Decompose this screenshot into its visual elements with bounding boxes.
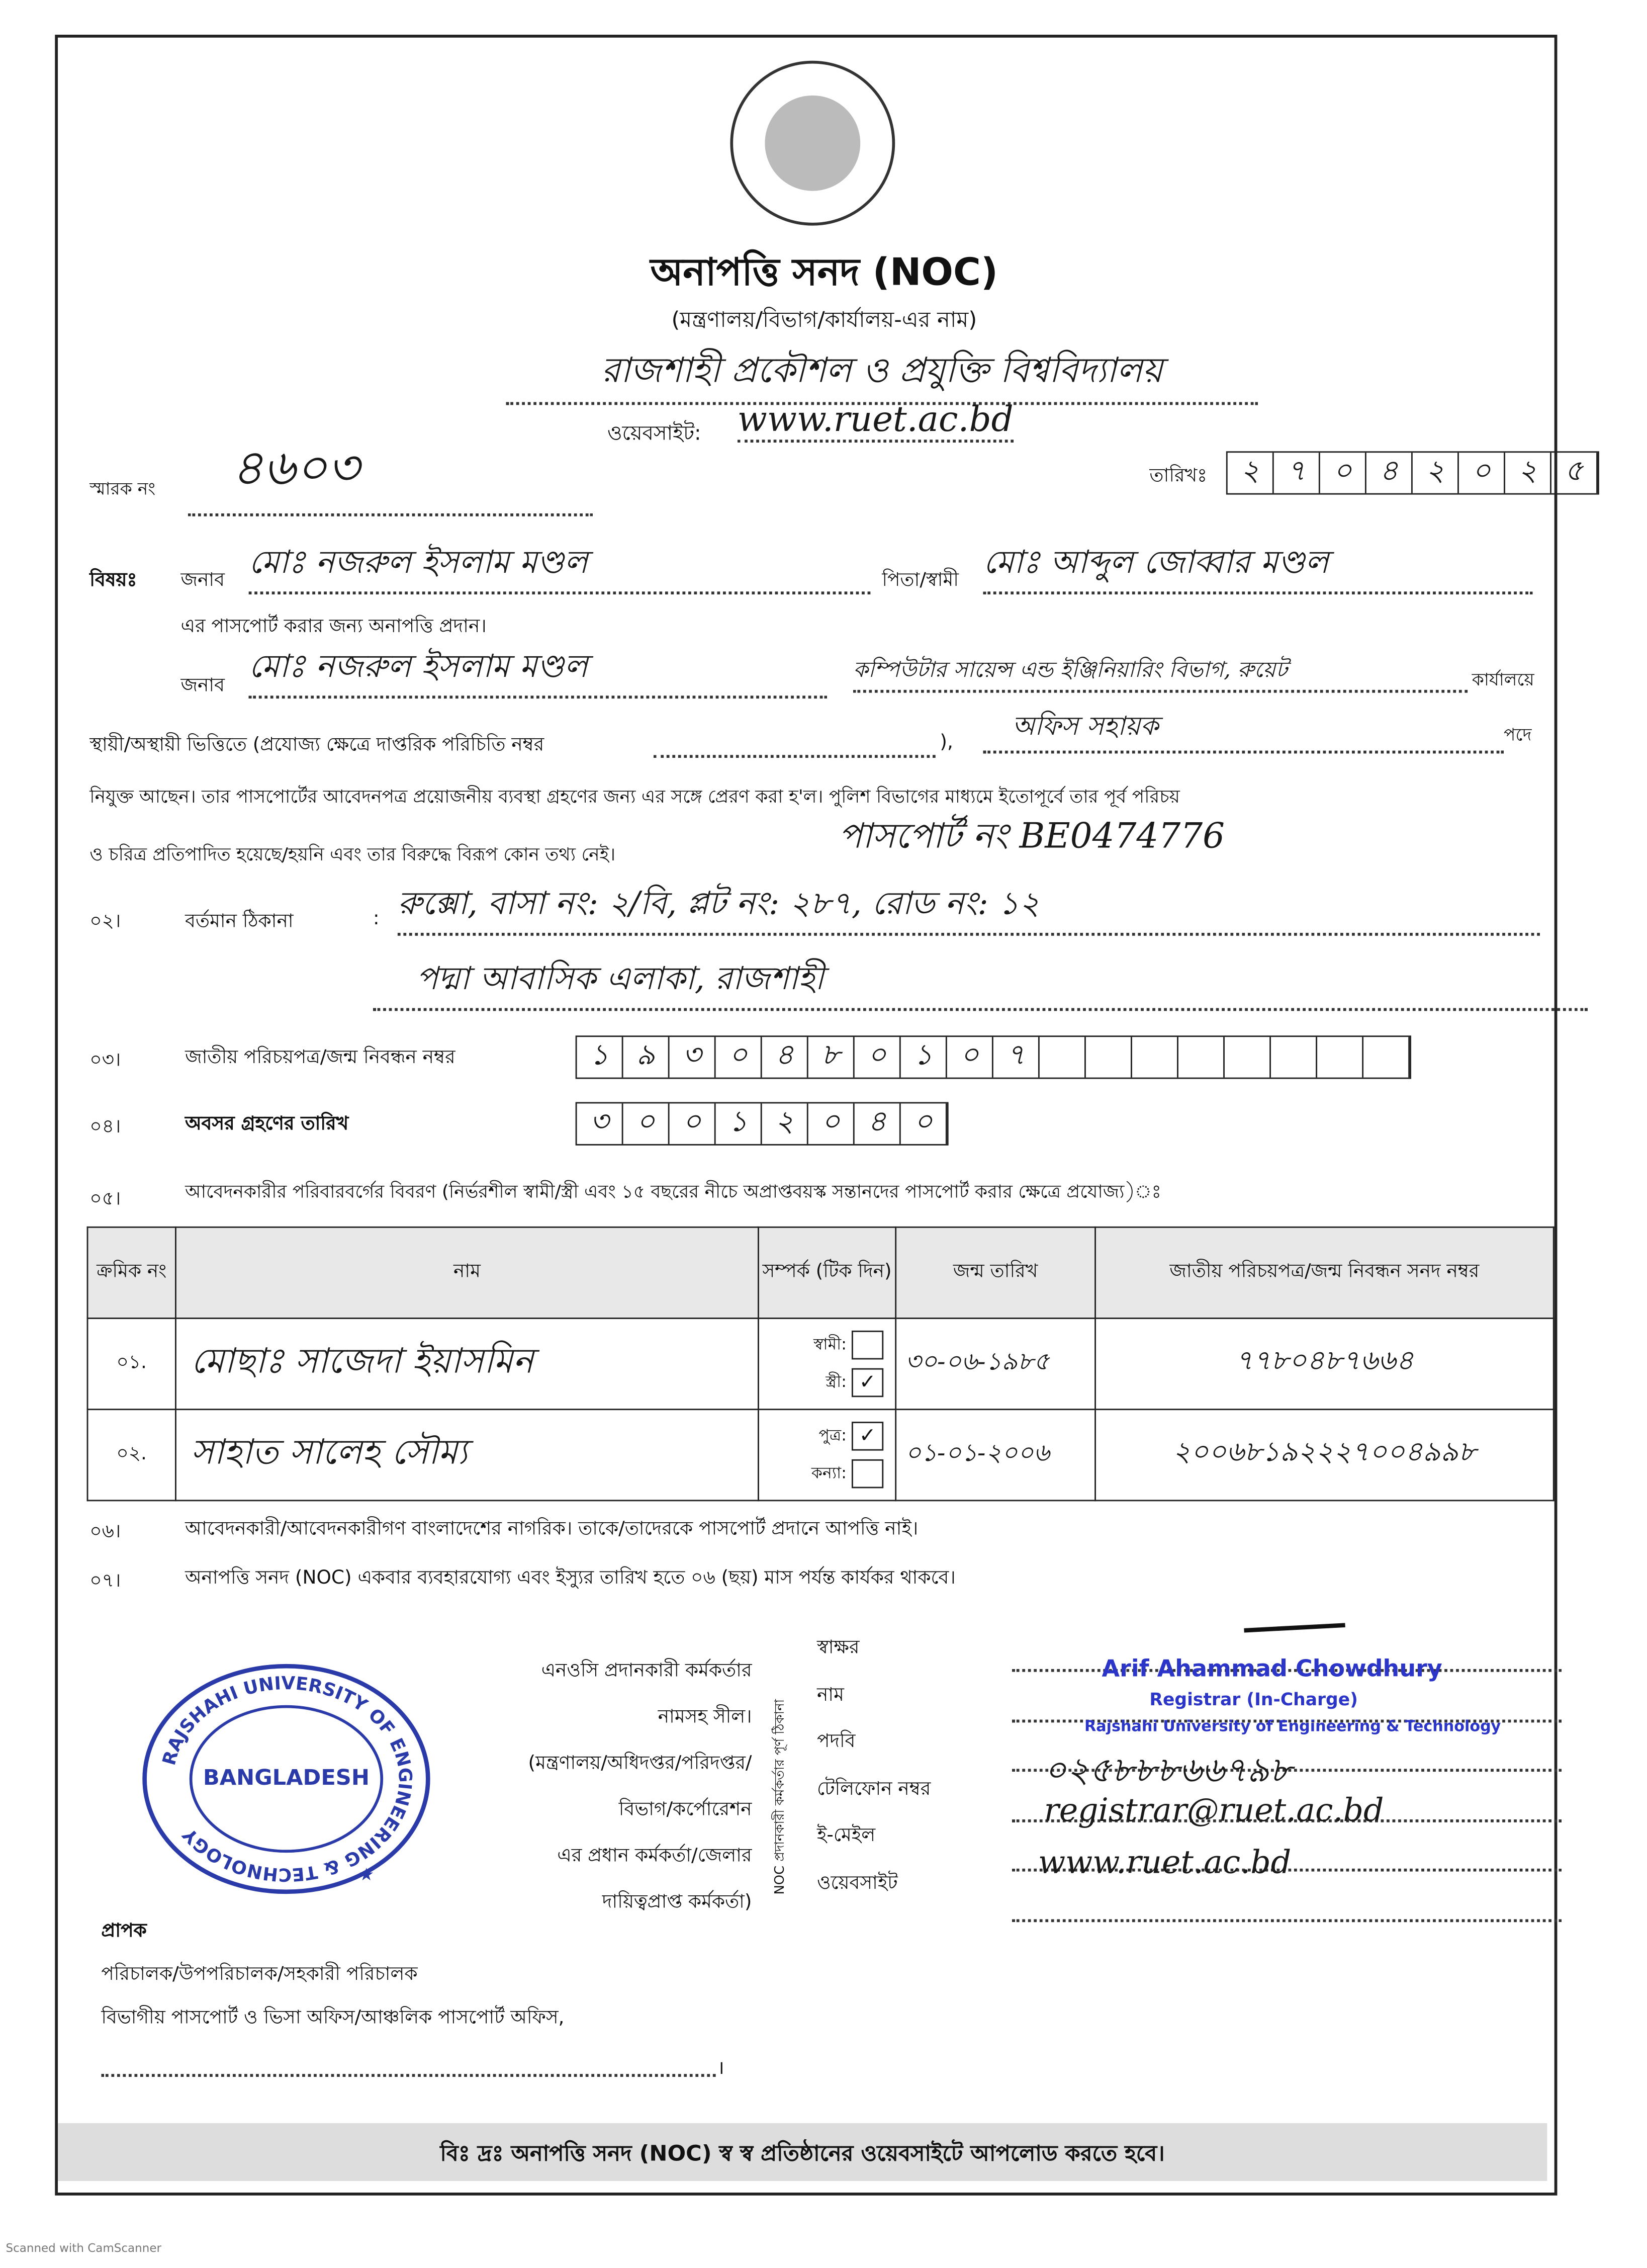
digit-box: ১ [577,1037,623,1078]
date-label: তারিখঃ [1149,466,1208,488]
col-relation: সম্পর্ক (টিক দিন) [758,1227,895,1318]
digit-box [1363,1037,1410,1078]
telephone-value: ০২৫৮৮৮৬৬৭৯৮ [1044,1750,1292,1791]
website-label: ওয়েবসাইট: [607,422,701,446]
basis-text: স্থায়ী/অস্থায়ী ভিত্তিতে (প্রযোজ্য ক্ষেত্রে দাপ্তরিক পরিচিতি নম্বর [89,735,544,757]
relation-b-label: কন্যা: [811,1463,847,1482]
officer-description-line: বিভাগ/কর্পোরেশন [618,1799,752,1821]
digit-box: ২ [1413,453,1459,493]
digit-box: ০ [901,1103,947,1144]
office-name: রাজশাহী প্রকৌশল ও প্রযুক্তি বিশ্ববিদ্যালয় [506,344,1258,405]
col-nid: জাতীয় পরিচয়পত্র/জন্ম নিবন্ধন সনদ নম্বর [1095,1227,1554,1318]
officer-field-label: পদবি [816,1731,856,1753]
memo-label: স্মারক নং [89,478,156,499]
digit-box: ০ [670,1103,716,1144]
officer-description [463,1649,752,1927]
colon: : [373,908,380,930]
university-seal [142,1663,431,1894]
post-name: অফিস সহায়ক [983,706,1504,753]
officer-description-line: এর প্রধান কর্মকর্তা/জেলার [557,1845,752,1867]
digit-box: ০ [947,1037,993,1078]
website-officer-value: www.ruet.ac.bd [1038,1845,1292,1882]
serial: ০১. [87,1318,175,1409]
note-number: ০৭। [89,1571,121,1593]
digit-box [1317,1037,1363,1078]
digit-box: ৭ [993,1037,1040,1078]
col-serial: ক্রমিক নং [87,1227,175,1318]
digit-box: ০ [716,1037,762,1078]
digit-box: ১ [901,1037,947,1078]
relation-b-checkbox[interactable]: ✓ [852,1368,883,1398]
footer-note: বিঃ দ্রঃ অনাপত্তি সনদ (NOC) স্ব স্ব প্রতিষ্ঠানের ওয়েবসাইটে আপলোড করতে হবে। [440,2140,1165,2167]
digit-box: ০ [808,1103,855,1144]
digit-box: ০ [855,1037,901,1078]
seal-star-icon: ★ [358,1864,375,1885]
relation-b-label: স্ত্রী: [826,1372,847,1391]
subject-label: বিষয়ঃ [89,570,137,592]
employee-office: কম্পিউটার সায়েন্স এন্ড ইঞ্জিনিয়ারিং বিভাগ, রুয়েট [853,642,1468,693]
item-number: ০৩। [89,1050,121,1072]
relation-a-checkbox[interactable]: ✓ [852,1422,883,1451]
stamp-name: Arif Ahammad Chowdhury [1102,1654,1442,1682]
relation-b-checkbox[interactable] [852,1459,883,1489]
scanner-watermark: Scanned with CamScanner [6,2241,161,2255]
employee-name: মোঃ নজরুল ইসলাম মণ্ডল [249,642,827,699]
relation-a-checkbox[interactable] [852,1331,883,1360]
memo-number: ৪৬০৩ [188,431,593,516]
retirement-label: অবসর গ্রহণের তারিখ [185,1113,349,1136]
officer-field-label: টেলিফোন নম্বর [816,1778,931,1800]
note-number: ০৬। [89,1521,121,1543]
officer-field-label: ই-মেইল [816,1825,876,1847]
date-boxes [1226,451,1599,494]
col-dob: জন্ম তারিখ [896,1227,1095,1318]
digit-box: ৮ [808,1037,855,1078]
basis-close: ), [940,732,953,754]
digit-box [1086,1037,1132,1078]
serial: ০২. [87,1410,175,1501]
website-value: www.ruet.ac.bd [738,399,1014,443]
digit-box [1271,1037,1317,1078]
digit-box: ৩ [577,1103,623,1144]
digit-box [1132,1037,1178,1078]
digit-box: ৩ [670,1037,716,1078]
item-number: ০৫। [89,1189,121,1211]
digit-box: ০ [1320,453,1366,493]
address-label: বর্তমান ঠিকানা [185,911,294,933]
family-label: আবেদনকারীর পরিবারবর্গের বিবরণ (নির্ভরশীল স্বামী/স্ত্রী এবং ১৫ বছরের নীচে অপ্রাপ্তবয়স্ক সন্তানদের পাসপোর্ট করার ক্ষেত্রে প্রযোজ্য)ঃ [185,1180,1161,1202]
relation-a-label: স্বামী: [813,1335,847,1354]
digit-box: ৪ [855,1103,901,1144]
officer-field-label: স্বাক্ষর [816,1637,860,1659]
body-paragraph-2: ও চরিত্র প্রতিপাদিত হয়েছে/হয়নি এবং তার বিরুদ্ধে বিরূপ কোন তথ্য নেই। [89,843,616,865]
stamp-title: Registrar (In-Charge) [1149,1689,1358,1710]
officer-description-line: দায়িত্বপ্রাপ্ত কর্মকর্তা) [602,1891,752,1913]
retirement-date-boxes [576,1102,949,1146]
member-name: মোছাঃ সাজেদা ইয়াসমিন [175,1318,758,1409]
member-nid: ২০০৬৮১৯২২২৭০০৪৯৯৮ [1095,1410,1554,1501]
recipient-label: প্রাপক [101,1921,147,1943]
member-nid: ৭৭৮০৪৮৭৬৬৪ [1095,1318,1554,1409]
document-subtitle: (মন্ত্রণালয়/বিভাগ/কার্যালয়-এর নাম) [671,306,977,333]
officer-field-labels [817,1626,931,1908]
digit-box [1178,1037,1225,1078]
digit-box: ২ [1505,453,1551,493]
footer-band [58,2123,1547,2181]
id-number-field[interactable] [654,732,936,758]
note-6: আবেদনকারী/আবেদনকারীগণ বাংলাদেশের নাগরিক। তাকে/তাদেরকে পাসপোর্ট প্রদানে আপত্তি নাই। [185,1518,919,1540]
officer-side-note: NOC প্রদানকারী কর্মকর্তার পূর্ণ ঠিকানা [773,1699,788,1895]
note-7: অনাপত্তি সনদ (NOC) একবার ব্যবহারযোগ্য এবং ইস্যুর তারিখ হতে ০৬ (ছয়) মাস পর্যন্ত কার্যকর থাকবে। [185,1567,956,1590]
digit-box: ৭ [1274,453,1320,493]
col-name: নাম [175,1227,758,1318]
digit-box: ১ [716,1103,762,1144]
stamp-org: Rajshahi University of Engineering & Technology [1084,1718,1501,1736]
applicant-name: মোঃ নজরুল ইসলাম মণ্ডল [249,538,871,594]
recipient-line-1: পরিচালক/উপপরিচালক/সহকারী পরিচালক [101,1964,418,1986]
digit-box [1040,1037,1086,1078]
recipient-line-2: বিভাগীয় পাসপোর্ট ও ভিসা অফিস/আঞ্চলিক পাসপোর্ট অফিস, [101,2007,565,2030]
officer-description-line: এনওসি প্রদানকারী কর্মকর্তার [541,1660,752,1682]
date-of-birth: ৩০-০৬-১৯৮৫ [896,1318,1095,1409]
officer-description-line: নামসহ সীল। [658,1706,752,1728]
father-label: পিতা/স্বামী [882,570,959,592]
subject-line2: এর পাসপোর্ট করার জন্য অনাপত্তি প্রদান। [180,616,487,638]
officer-field-label: ওয়েবসাইট [816,1872,898,1894]
digit-box: ৪ [762,1037,808,1078]
member-name: সাহাত সালেহ সৌম্য [175,1410,758,1501]
digit-box: ৯ [623,1037,670,1078]
item-number: ০২। [89,911,121,933]
relation-a-label: পুত্র: [818,1426,847,1445]
digit-box [1225,1037,1271,1078]
recipient-address-field[interactable] [101,2054,715,2077]
government-emblem [730,61,895,226]
passport-number: পাসপোর্ট নং BE0474776 [839,816,1225,856]
seal-ring-textpath: RAJSHAHI UNIVERSITY OF ENGINEERING & TECHNOLOGY [158,1673,416,1885]
digit-box: ০ [623,1103,670,1144]
digit-box: ২ [762,1103,808,1144]
digit-box: ০ [1459,453,1505,493]
table-row [87,1318,1553,1409]
mr-label-2: জনাব [180,675,225,697]
address-line-2: পদ্মা আবাসিক এলাকা, রাজশাহী [373,954,1588,1011]
recipient-end: । [717,2058,724,2080]
date-of-birth: ০১-০১-২০০৬ [896,1410,1095,1501]
digit-box: ৫ [1551,453,1598,493]
seal-center-text: BANGLADESH [203,1764,370,1791]
document-title: অনাপত্তি সনদ (NOC) [650,251,998,295]
table-row [87,1410,1553,1501]
officer-field-line[interactable] [1012,1875,1562,1922]
officer-description-line: (মন্ত্রণালয়/অধিদপ্তর/পরিদপ্তর/ [528,1753,752,1775]
officer-field-label: নাম [816,1684,844,1706]
nid-label: জাতীয় পরিচয়পত্র/জন্ম নিবন্ধন নম্বর [185,1047,455,1069]
post-suffix: পদে [1504,724,1532,745]
office-suffix: কার্যালয়ে [1472,669,1534,690]
mr-label: জনাব [180,570,225,592]
nid-boxes [576,1035,1411,1079]
item-number: ০৪। [89,1116,121,1139]
digit-box: ৪ [1366,453,1413,493]
address-line-1: রুক্সো, বাসা নং: ২/বি, প্লট নং: ২৮৭, রোড নং: ১২ [398,880,1540,936]
email-value: registrar@ruet.ac.bd [1044,1793,1384,1830]
father-name: মোঃ আব্দুল জোব্বার মণ্ডল [983,538,1533,594]
digit-box: ২ [1228,453,1274,493]
body-paragraph-1: নিযুক্ত আছেন। তার পাসপোর্টের আবেদনপত্র প্রয়োজনীয় ব্যবস্থা গ্রহণের জন্য এর সঙ্গে প্রেরণ করা হ'ল। পুলিশ বিভাগের মাধ্যমে ইতোপূর্বে তার পূর্ব পরিচয় [89,785,1180,807]
family-table [87,1227,1554,1501]
